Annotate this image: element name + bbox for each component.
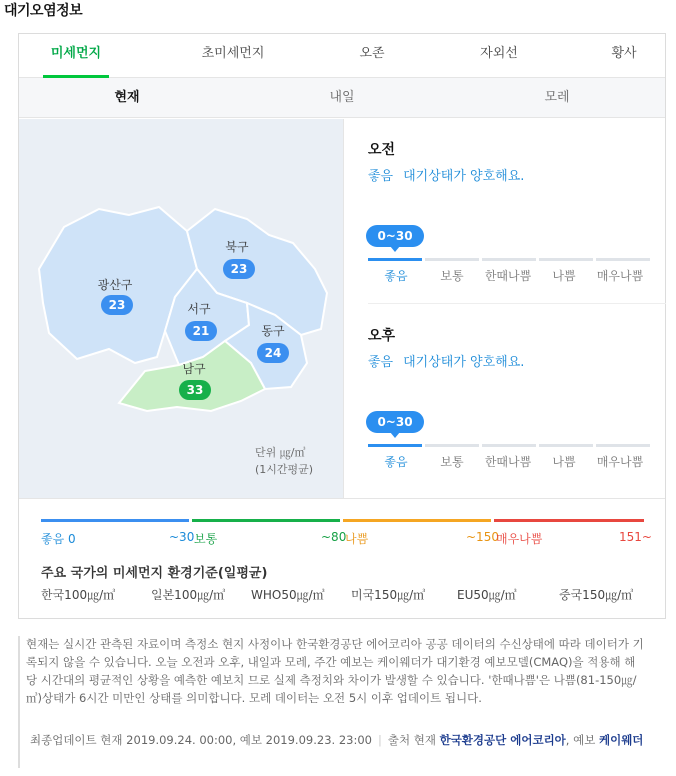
source-prefix: 출처 현재 [387,733,436,747]
scale-normal-label: 보통 [194,532,218,546]
grade-scale [19,498,665,618]
scale-150-label: ~150 [466,530,499,544]
scale-bad-label: 나쁨 [345,532,369,546]
scale-bad-line [343,519,491,522]
forecast-am-status [368,165,524,184]
forecast-pm-status [368,351,524,370]
region-badge-gwangsan[interactable]: 23 [101,295,133,315]
notice-text: 현재는 실시간 관측된 자료이며 측정소 현지 사정이나 한국환경공단 에어코리아 공공 데이터의 수신상태에 따라 데이터가 기록되지 않을 수 있습니다. 오늘 오전과 오후, 내일과 모레, 주간 예보는 케이웨더가 대기환경 예보모델(CMAQ)을 적용해 해당 시간대의 평균적인 상황을 예측한 예보치 므로 실제 측정치와 차이가 발생할 수 있습니다. '한때나쁨'은 나쁨(81-150㎍/㎥)상태가 6시간 미만인 상태를 의미합니다. 모레 데이터는 오전 5시 이후 업데이트 됩니다. [26,637,644,705]
region-label-nam: 남구 [182,362,206,376]
standard-china: 중국150㎍/㎥ [559,588,634,602]
tab-now[interactable]: 현재 [114,90,140,105]
page-title: 대기오염정보 [4,3,83,19]
region-badge-seo[interactable]: 21 [185,321,217,341]
scale-very-bad-label: 매우나쁨 [496,532,543,546]
forecast-pm-grade: 좋음 [368,355,394,370]
tab-day-after[interactable]: 모레 [544,90,570,105]
region-label-dong: 동구 [261,324,285,338]
forecast-divider [368,303,666,304]
standard-eu: EU50㎍/㎥ [457,588,517,602]
region-label-gwangsan: 광산구 [97,278,133,292]
update-meta [30,731,650,749]
region-badge-dong[interactable]: 24 [257,343,289,363]
air-quality-card [18,33,666,619]
forecast-am-message: 대기상태가 양호해요. [403,169,525,184]
forecast-pm-message: 대기상태가 양호해요. [403,355,525,370]
standards-title: 주요 국가의 미세먼지 환경기준(일평균) [41,566,268,581]
scale-good-label: 좋음 0 [41,532,76,546]
standard-japan: 일본100㎍/㎥ [151,588,226,602]
tab-ultrafine-dust[interactable]: 초미세먼지 [201,46,265,61]
tab-tomorrow[interactable]: 내일 [329,90,355,105]
region-badge-buk[interactable]: 23 [223,259,255,279]
scale-80-label: ~80 [321,530,347,544]
scale-151-label: 151~ [619,530,652,544]
standard-usa: 미국150㎍/㎥ [351,588,426,602]
standard-who: WHO50㎍/㎥ [251,588,325,602]
scale-very-bad-line [494,519,644,522]
unit-period: (1시간평균) [255,463,314,476]
update-time: 최종업데이트 현재 2019.09.24. 00:00, 예보 2019.09.23. 23:00 [30,733,372,747]
forecast-pm-grade-bar [368,444,648,447]
region-label-buk: 북구 [225,240,249,254]
unit-label: 단위 ㎍/㎥ [255,446,306,459]
source-mid: , 예보 [565,733,596,747]
forecast-pm-title: 오후 [368,328,396,344]
forecast-panel: 오전 좋음 대기상태가 양호해요. 0~30 좋음 보통 한때나쁨 나쁨 매우나쁨 오후 좋음 대기상태가 양호해요. 0~30 좋음 보통 한때나쁨 나쁨 매우나쁨 [343,119,665,498]
meta-separator: | [377,733,382,747]
source-link-airkorea[interactable]: 한국환경공단 에어코리아 [439,733,566,747]
region-label-seo: 서구 [187,302,211,316]
forecast-pm-range: 0~30 [366,411,424,433]
tab-yellow-dust[interactable]: 황사 [611,46,637,61]
forecast-am-grade-bar [368,258,648,261]
tab-ozone[interactable]: 오존 [359,46,385,61]
scale-good-line [41,519,189,522]
notice-bar [18,636,20,768]
standard-korea: 한국100㎍/㎥ [41,588,116,602]
scale-normal-line [192,519,340,522]
unit-note [255,444,313,478]
tab-uv[interactable]: 자외선 [480,46,518,61]
scale-30-label: ~30 [169,530,195,544]
pollutant-tabs [19,34,665,78]
forecast-am-range: 0~30 [366,225,424,247]
tab-fine-dust[interactable]: 미세먼지 [43,34,109,78]
forecast-am-title: 오전 [368,142,396,158]
time-tabs [19,78,665,118]
forecast-am-grade: 좋음 [368,169,394,184]
region-badge-nam[interactable]: 33 [179,380,211,400]
region-map [19,119,343,498]
source-link-kweather[interactable]: 케이웨더 [598,733,644,747]
